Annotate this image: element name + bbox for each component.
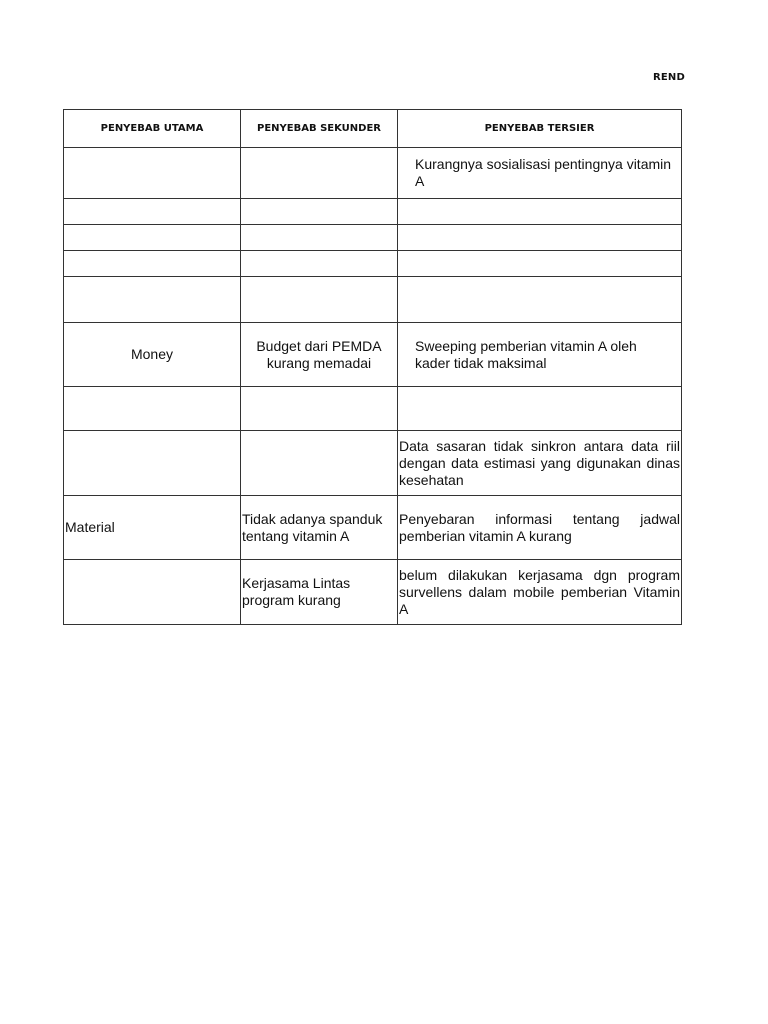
table-row — [64, 251, 682, 277]
cell-tersier — [398, 199, 682, 225]
table-row — [64, 225, 682, 251]
cell-sekunder — [241, 199, 398, 225]
cell-sekunder — [241, 251, 398, 277]
table-row — [64, 560, 682, 625]
cell-tersier — [398, 387, 682, 431]
cell-tersier: Penyebaran informasi tentang jadwal pemberian vitamin A kurang — [398, 496, 682, 560]
header-penyebab-utama: PENYEBAB UTAMA — [64, 110, 241, 148]
cell-sekunder — [241, 387, 398, 431]
cause-analysis-table — [63, 109, 682, 625]
cell-utama: Money — [64, 323, 241, 387]
header-penyebab-tersier: PENYEBAB TERSIER — [398, 110, 682, 148]
table-row — [64, 323, 682, 387]
cell-tersier — [398, 277, 682, 323]
table-row — [64, 277, 682, 323]
cell-utama — [64, 148, 241, 199]
cell-utama — [64, 431, 241, 496]
cell-sekunder — [241, 277, 398, 323]
cell-tersier — [398, 225, 682, 251]
table-header-row — [64, 110, 682, 148]
cell-tersier: Sweeping pemberian vitamin A oleh kader tidak maksimal — [398, 323, 682, 387]
table-row — [64, 199, 682, 225]
cell-sekunder — [241, 225, 398, 251]
cell-sekunder: Budget dari PEMDA kurang memadai — [241, 323, 398, 387]
header-penyebab-sekunder: PENYEBAB SEKUNDER — [241, 110, 398, 148]
table-row — [64, 148, 682, 199]
cell-utama — [64, 560, 241, 625]
cell-tersier: Data sasaran tidak sinkron antara data riil dengan data estimasi yang digunakan dinas kesehatan — [398, 431, 682, 496]
cell-utama — [64, 225, 241, 251]
page-header-title: REND — [653, 72, 686, 83]
cell-utama — [64, 251, 241, 277]
table-row — [64, 496, 682, 560]
cell-tersier: belum dilakukan kerjasama dgn program survellens dalam mobile pemberian Vitamin A — [398, 560, 682, 625]
cell-tersier — [398, 251, 682, 277]
table-row — [64, 431, 682, 496]
cell-utama — [64, 277, 241, 323]
cell-utama — [64, 387, 241, 431]
cell-tersier: Kurangnya sosialisasi pentingnya vitamin A — [398, 148, 682, 199]
table-row — [64, 387, 682, 431]
cell-sekunder — [241, 148, 398, 199]
cell-sekunder: Kerjasama Lintas program kurang — [241, 560, 398, 625]
cell-sekunder — [241, 431, 398, 496]
cell-sekunder: Tidak adanya spanduk tentang vitamin A — [241, 496, 398, 560]
cell-utama: Material — [64, 496, 241, 560]
cell-utama — [64, 199, 241, 225]
